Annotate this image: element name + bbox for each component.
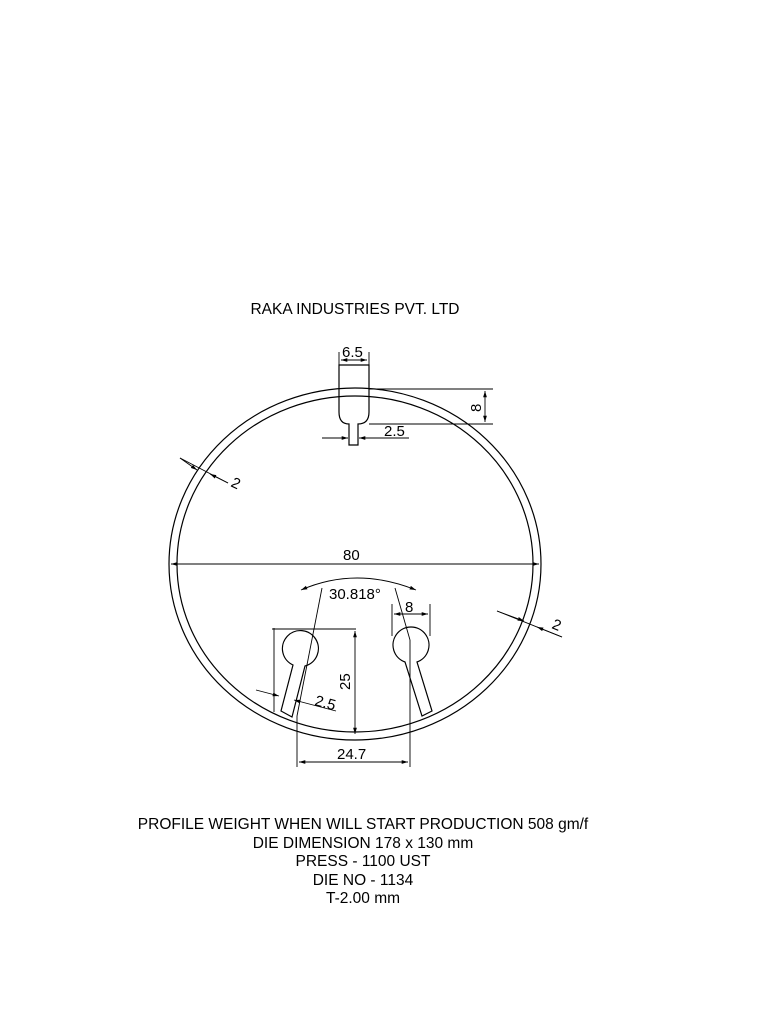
note-die-dimension: DIE DIMENSION 178 x 130 mm <box>252 834 474 852</box>
label-neck-width: 2.5 <box>384 423 405 440</box>
label-slot-width: 8 <box>405 599 414 616</box>
label-wall-right: 2 <box>549 615 564 635</box>
label-height: 25 <box>337 673 354 690</box>
label-top-width: 6.5 <box>342 344 363 361</box>
note-profile-weight: PROFILE WEIGHT WHEN WILL START PRODUCTION 508 gm/f <box>137 816 589 833</box>
label-top-height: 8 <box>468 403 485 412</box>
label-diameter: 80 <box>343 547 360 564</box>
note-press: PRESS - 1100 UST <box>295 853 431 870</box>
label-slot-gap: 2.5 <box>312 692 338 715</box>
production-notes <box>0 816 726 909</box>
company-title: RAKA INDUSTRIES PVT. LTD <box>250 301 460 318</box>
note-thickness: T-2.00 mm <box>325 890 401 907</box>
label-angle: 30.818° <box>329 586 381 603</box>
right-keyhole-slot <box>393 627 432 716</box>
top-tab <box>339 365 369 445</box>
note-die-no: DIE NO - 1134 <box>312 871 414 889</box>
label-wall-left: 2 <box>228 474 244 494</box>
label-span: 24.7 <box>337 746 367 763</box>
